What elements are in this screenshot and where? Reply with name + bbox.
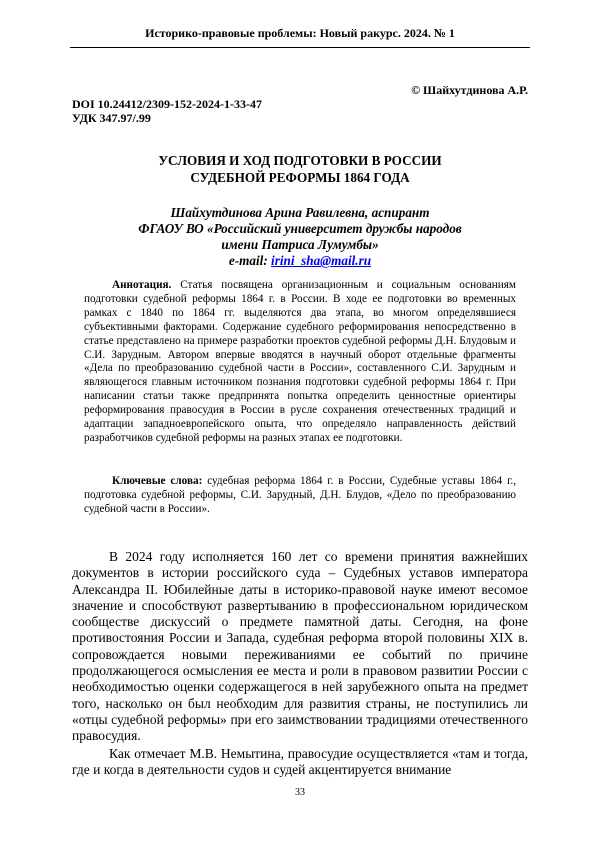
author-affiliation-2: имени Патриса Лумумбы» bbox=[221, 237, 379, 252]
udk-line: УДК 347.97/.99 bbox=[72, 111, 151, 125]
author-affiliation-1: ФГАОУ ВО «Российский университет дружбы народов bbox=[138, 221, 462, 236]
page-number: 33 bbox=[295, 787, 305, 798]
email-label: e-mail: bbox=[228, 253, 268, 268]
keywords bbox=[84, 475, 516, 517]
doi-line: DOI 10.24412/2309-152-2024-1-33-47 bbox=[72, 97, 262, 111]
abstract-label: Аннотация. bbox=[112, 279, 172, 291]
article-body bbox=[72, 549, 528, 778]
abstract-text: Статья посвящена организационным и социальным основаниям подготовки судебной реформы 1864 г. в России. В ходе ее подготовки во временных рамках с 1840 по 1864 гг. выделяются два этапа, во многом определявшиеся субъективными факторами. Содержание судебного реформирования непосредственно в статье представлено на примере разработки проектов судебной реформы Д.Н. Блудовым и С.И. Зарудным. Автором впервые вводятся в научный оборот отдельные фрагменты «Дела по преобразованию судебной части в России», составленного С.И. Зарудным и являющегося главным источником познания подготовки судебной реформы 1864 г. При написании статьи также предпринята попытка определить ценностные ориентиры реформирования правосудия в России в русле сохранения отечественных традиций и адаптации западноевропейского опыта, что определяло направленность действий разработчиков судебной реформы на разных этапах ее подготовки. bbox=[84, 279, 517, 444]
body-paragraph-2: Как отмечает М.В. Немытина, правосудие осуществляется «там и тогда, где и когда в деятельности судов и судей акцентируется внимание bbox=[72, 745, 528, 777]
author-email-line bbox=[72, 253, 528, 269]
body-paragraph-1: В 2024 году исполняется 160 лет со времени принятия важнейших документов в истории российского суда – Судебных уставов императора Александра II. Юбилейные даты в историко-правовой науке имеют весомое значение и способствуют развертыванию в профессиональном юридическом сообществе дискуссий о предмете памятной даты. Сегодня, на фоне противостояния России и Запада, судебная реформа второй половины XIX в. сопровождается новыми переживаниями ее событий по причине продолжающегося осмысления ее места и роли в правовом развитии России с необходимостью оценки содержащегося в ней зарубежного опыта на предмет того, насколько он был необходим для развития страны, не поступились ли «отцы судебной реформы» при его заимствовании традициями отечественного правосудия. bbox=[72, 549, 528, 744]
email-link[interactable]: irini_sha@mail.ru bbox=[271, 253, 372, 268]
article-title bbox=[72, 152, 528, 186]
copyright-notice: © Шайхутдинова А.Р. bbox=[411, 83, 528, 97]
keywords-label: Ключевые слова: bbox=[112, 475, 203, 487]
title-line-1: УСЛОВИЯ И ХОД ПОДГОТОВКИ В РОССИИ bbox=[158, 153, 442, 168]
keywords-text: судебная реформа 1864 г. в России, Судебные уставы 1864 г., подготовка судебной реформы, С.И. Зарудный, Д.Н. Блудов, «Дело по преобразованию судебной части в России». bbox=[84, 475, 516, 515]
title-line-2: СУДЕБНОЙ РЕФОРМЫ 1864 ГОДА bbox=[190, 170, 410, 185]
author-block bbox=[72, 205, 528, 269]
abstract bbox=[84, 279, 516, 446]
author-name: Шайхутдинова Арина Равилевна, аспирант bbox=[170, 205, 430, 220]
running-head: Историко-правовые проблемы: Новый ракурс. 2024. № 1 bbox=[70, 26, 530, 48]
